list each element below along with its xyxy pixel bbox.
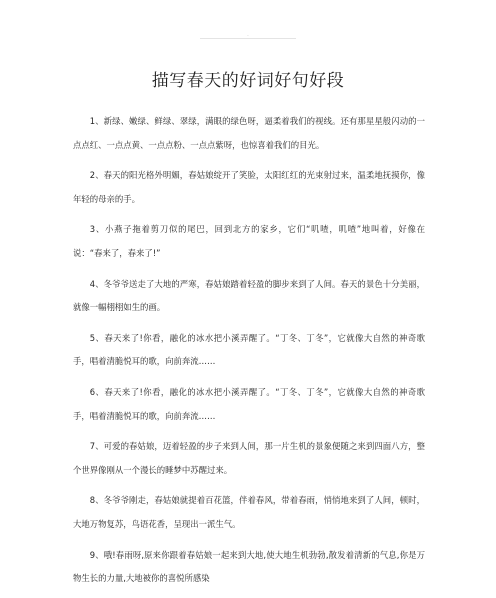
paragraph-7: 7、可爱的春姑娘，迈着轻盈的步子来到人间，那一片生机的景象便随之来到四面八方，整个世界像刚从一个漫长的睡梦中苏醒过来。	[73, 441, 425, 475]
paragraph-6: 6、春天来了!你看，融化的冰水把小溪弄醒了。“丁冬、丁冬”，它就像大自然的神奇歌手，唱着清脆悦耳的歌，向前奔流……	[73, 386, 425, 421]
paragraph-4: 4、冬爷爷送走了大地的严寒，春姑娘踏着轻盈的脚步来到了人间。春天的景色十分美丽，就像一幅栩栩如生的画。	[73, 278, 425, 313]
paragraph-5: 5、春天来了!你看，融化的冰水把小溪弄醒了。“丁冬、丁冬”，它就像大自然的神奇歌手，唱着清脆悦耳的歌，向前奔流……	[73, 332, 425, 367]
paragraph-2: 2、春天的阳光格外明媚，春姑娘绽开了笑脸，太阳红红的光束射过来，温柔地抚摸你，像年轻的母亲的手。	[73, 170, 425, 204]
document-body	[73, 110, 425, 598]
paragraph-8: 8、冬爷爷刚走，春姑娘就提着百花篮，伴着春风，带着春雨，悄悄地来到了人间，顿时，大地万物复苏，鸟语花香，呈现出一派生气。	[73, 495, 425, 529]
page-title: 描写春天的好词好句好段	[151, 71, 345, 91]
paragraph-9: 9、哦!春雨呀,原来你跟着春姑娘一起来到大地,使大地生机勃勃,散发着清新的气息,你是万物生长的力量,大地被你的喜悦所感染	[73, 549, 425, 584]
header-mark: ·	[247, 33, 249, 40]
paragraph-1: 1、新绿、嫩绿、鲜绿、翠绿，满眼的绿色呀，逼柔着我们的视线。还有那星星般闪动的一点点红、一点点黄、一点点粉、一点点紫呀，也惊喜着我们的目光。	[73, 116, 425, 150]
paragraph-3: 3、小燕子拖着剪刀似的尾巴，回到北方的家乡，它们“叽喳，叽喳”地叫着，好像在说：“春来了，春来了!”	[73, 224, 425, 258]
